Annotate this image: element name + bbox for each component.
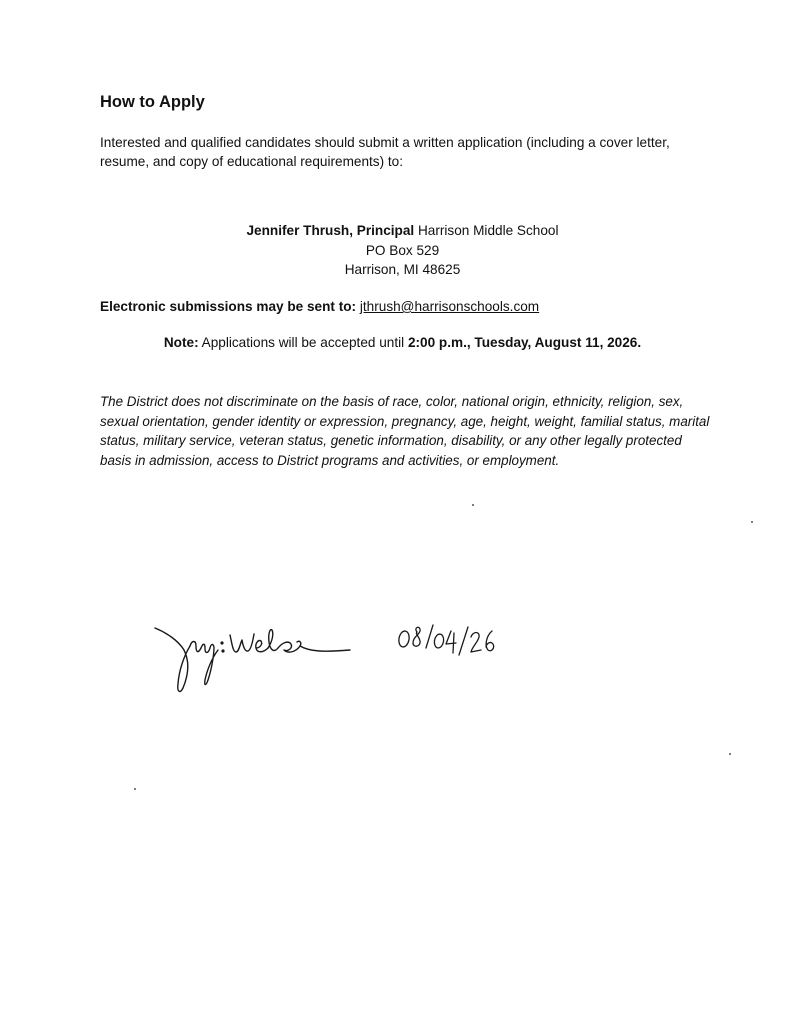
address-line-recipient (100, 221, 705, 241)
deadline-note (100, 333, 705, 352)
address-po-box: PO Box 529 (365, 242, 440, 258)
handwritten-signature (150, 610, 360, 700)
mailing-address (100, 221, 705, 280)
submission-email-link[interactable]: jthrush@harrisonschools.com (359, 299, 540, 314)
recipient-name-title: Jennifer Thrush, Principal (246, 223, 415, 238)
note-text: Applications will be accepted until (201, 335, 405, 350)
school-name: Harrison Middle School (417, 223, 559, 238)
scan-speck (472, 504, 474, 506)
electronic-submission-label: Electronic submissions may be sent to: (100, 299, 357, 314)
intro-paragraph: Interested and qualified candidates should submit a written application (including a cover letter, resume, and copy of educational requirements) to: (100, 135, 670, 169)
note-deadline: 2:00 p.m., Tuesday, August 11, 2026. (407, 335, 642, 350)
note-label: Note: (163, 335, 199, 350)
scan-speck (729, 753, 731, 755)
address-city-state-zip: Harrison, MI 48625 (344, 262, 461, 277)
electronic-submission-line (100, 297, 539, 316)
scan-speck (134, 788, 136, 790)
scan-speck (751, 521, 753, 523)
nondiscrimination-statement: The District does not discriminate on the basis of race, color, national origin, ethnicity, religion, sex, sexual orientation, gender identity or expression, pregnancy, age, height, weight, familial status, marital status, military service, veteran status, genetic information, disability, or any other legally protected basis in admission, access to District programs and activities, or employment. (100, 394, 710, 468)
section-heading: How to Apply (100, 93, 205, 111)
handwritten-date (395, 615, 505, 665)
